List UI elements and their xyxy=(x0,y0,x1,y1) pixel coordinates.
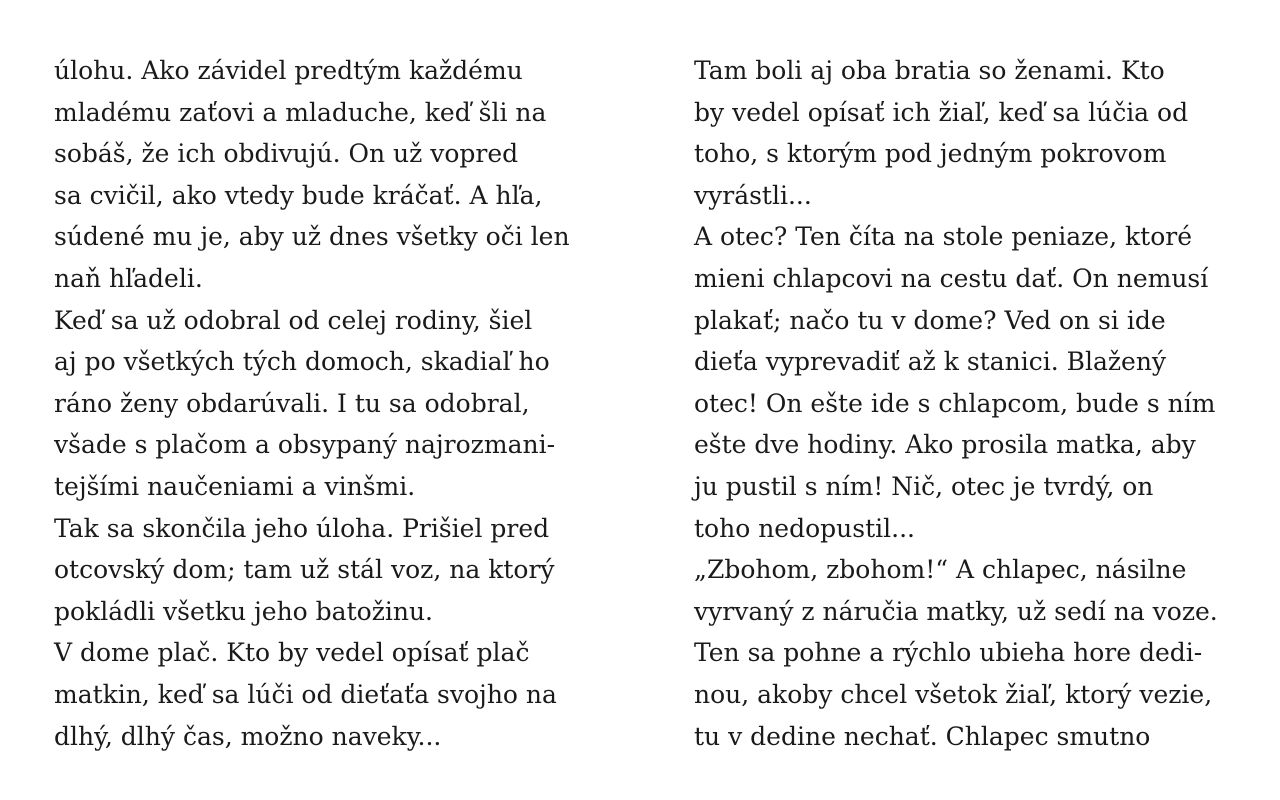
text-line: „Zbohom, zbohom!“ A chlapec, násilne xyxy=(694,555,1187,585)
text-line: úlohu. Ako závidel predtým každému xyxy=(54,56,523,85)
left-page-text xyxy=(54,50,614,757)
text-line: otcovský dom; tam už stál voz, na ktorý xyxy=(54,555,555,585)
text-line: toho nedopustil... xyxy=(694,513,915,543)
text-line: tu v dedine nechať. Chlapec smutno xyxy=(694,721,1151,751)
text-line: V dome plač. Kto by vedel opísať plač xyxy=(54,638,530,668)
text-line: plakať; načo tu v dome? Ved on si ide xyxy=(694,305,1166,335)
text-line: otec! On ešte ide s chlapcom, bude s ním xyxy=(694,388,1216,418)
text-line: Keď sa už odobral od celej rodiny, šiel xyxy=(54,305,533,335)
text-line: tejšími naučeniami a vinšmi. xyxy=(54,471,416,501)
text-line: dlhý, dlhý čas, možno naveky... xyxy=(54,721,442,751)
text-line: sobáš, že ich obdivujú. On už vopred xyxy=(54,139,519,169)
right-page-text xyxy=(694,50,1254,757)
text-line: ju pustil s ním! Nič, otec je tvrdý, on xyxy=(694,471,1154,501)
text-line: A otec? Ten číta na stole peniaze, ktoré xyxy=(694,222,1192,252)
text-line: mladému zaťovi a mladuche, keď šli na xyxy=(54,97,547,127)
text-line: nou, akoby chcel všetok žiaľ, ktorý vezie, xyxy=(694,679,1213,709)
text-line: ešte dve hodiny. Ako prosila matka, aby xyxy=(694,430,1196,460)
text-line: by vedel opísať ich žiaľ, keď sa lúčia od xyxy=(694,97,1189,127)
text-line: toho, s ktorým pod jedným pokrovom xyxy=(694,139,1167,169)
text-line: Tak sa skončila jeho úloha. Prišiel pred xyxy=(54,513,550,543)
text-line: Tam boli aj oba bratia so ženami. Kto xyxy=(694,56,1165,85)
text-line: pokládli všetku jeho batožinu. xyxy=(54,596,434,626)
text-line: Ten sa pohne a rýchlo ubieha hore dedi- xyxy=(694,638,1203,668)
text-line: aj po všetkých tých domoch, skadiaľ ho xyxy=(54,347,550,377)
text-line: matkin, keď sa lúči od dieťaťa svojho na xyxy=(54,679,557,709)
text-line: dieťa vyprevadiť až k stanici. Blažený xyxy=(694,347,1167,377)
text-line: mieni chlapcovi na cestu dať. On nemusí xyxy=(694,263,1209,293)
text-line: všade s plačom a obsypaný najrozmani- xyxy=(54,430,556,460)
text-line: vyrástli... xyxy=(694,180,812,210)
text-line: naň hľadeli. xyxy=(54,263,203,293)
text-line: vyrvaný z náručia matky, už sedí na voze. xyxy=(694,596,1218,626)
text-line: súdené mu je, aby už dnes všetky oči len xyxy=(54,222,570,252)
text-line: ráno ženy obdarúvali. I tu sa odobral, xyxy=(54,388,530,418)
text-line: sa cvičil, ako vtedy bude kráčať. A hľa, xyxy=(54,180,543,210)
